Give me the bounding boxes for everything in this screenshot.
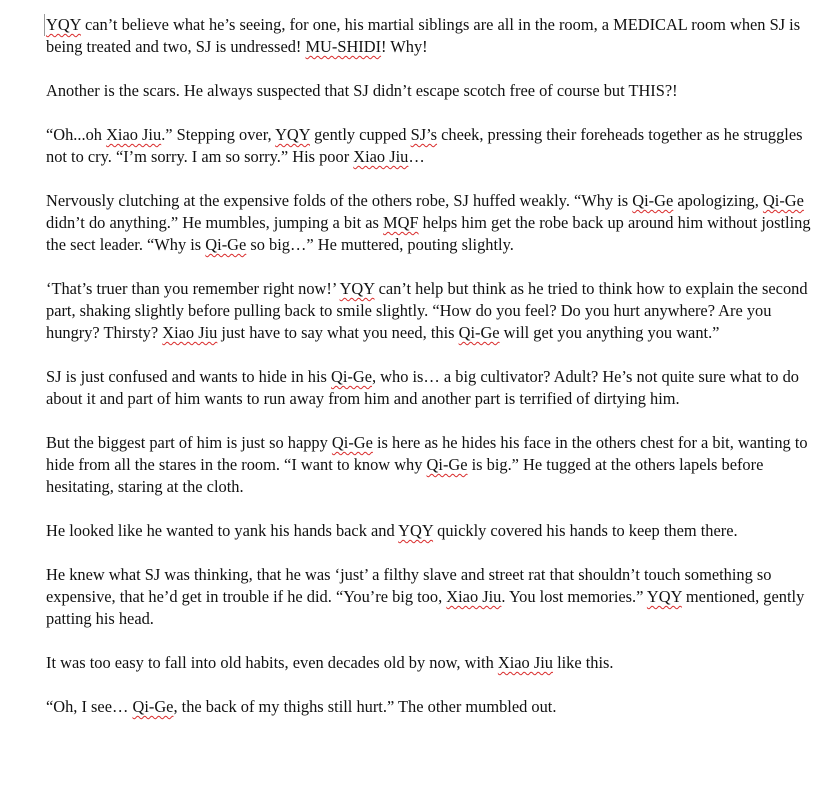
- text-run: Another is the scars. He always suspected that SJ didn’t escape scotch free of course but THIS?!: [46, 81, 678, 100]
- paragraph: [46, 190, 818, 256]
- paragraph: [46, 520, 818, 542]
- spellcheck-flagged-word: Xiao Jiu: [497, 653, 553, 672]
- text-run: mentioned, gently patting his head.: [46, 587, 805, 628]
- text-run: It was too easy to fall into old habits, even decades old by now, with: [46, 653, 498, 672]
- spellcheck-flagged-word: Qi-Ge: [132, 697, 174, 716]
- margin-guide: [44, 14, 45, 36]
- text-run: helps him get the robe back up around him without jostling the sect leader. “Why is: [46, 213, 811, 254]
- text-run: ! Why!: [381, 37, 428, 56]
- spellcheck-flagged-word: Xiao Jiu: [162, 323, 218, 342]
- spellcheck-flagged-word: Qi-Ge: [331, 367, 372, 386]
- text-run: just have to say what you need, this: [217, 323, 459, 342]
- text-run: apologizing,: [673, 191, 763, 210]
- spellcheck-flagged-word: YQY: [646, 587, 682, 606]
- document-body[interactable]: [46, 14, 818, 740]
- text-run: …: [408, 147, 425, 166]
- paragraph: [46, 366, 818, 410]
- text-run: didn’t do anything.” He mumbles, jumping a bit as: [46, 213, 384, 232]
- text-run: is here as he hides his face in the others chest for a bit, wanting to hide from all the stares in the room. “I want to know why: [46, 433, 808, 474]
- text-run: He knew what SJ was thinking, that he was ‘just’ a filthy slave and street rat that shouldn’t touch something so expensive, that he’d get in trouble if he did. “You’re big too,: [46, 565, 772, 606]
- paragraph: [46, 652, 818, 674]
- paragraph: [46, 80, 818, 102]
- spellcheck-flagged-word: Qi-Ge: [205, 235, 247, 254]
- paragraph: [46, 696, 818, 718]
- text-run: “Oh, I see…: [46, 697, 133, 716]
- text-run: . You lost memories.”: [501, 587, 647, 606]
- spellcheck-flagged-word: YQY: [275, 125, 310, 144]
- text-run: quickly covered his hands to keep them there.: [433, 521, 738, 540]
- spellcheck-flagged-word: Qi-Ge: [458, 323, 500, 342]
- paragraph: [46, 14, 818, 58]
- spellcheck-flagged-word: Qi-Ge: [331, 433, 373, 452]
- paragraph: [46, 564, 818, 630]
- text-run: can’t believe what he’s seeing, for one, his martial siblings are all in the room, a MEDICAL room when SJ is being treated and two, SJ is undressed!: [46, 15, 801, 56]
- spellcheck-flagged-word: Qi-Ge: [426, 455, 468, 474]
- spellcheck-flagged-word: MU-SHIDI: [305, 37, 382, 56]
- text-run: is big.” He tugged at the others lapels before hesitating, staring at the cloth.: [46, 455, 764, 496]
- text-run: cheek, pressing their foreheads together as he struggles not to cry. “I’m sorry. I am so sorry.” His poor: [46, 125, 803, 166]
- spellcheck-flagged-word: YQY: [46, 15, 81, 34]
- text-run: so big…” He muttered, pouting slightly.: [246, 235, 514, 254]
- text-run: ‘That’s truer than you remember right now!’: [46, 279, 340, 298]
- text-run: .” Stepping over,: [161, 125, 276, 144]
- text-run: , who is… a big cultivator? Adult? He’s not quite sure what to do about it and part of him wants to run away from him and another part is terrified of dirtying him.: [46, 367, 799, 408]
- text-run: He looked like he wanted to yank his hands back and: [46, 521, 399, 540]
- spellcheck-flagged-word: Xiao Jiu: [446, 587, 502, 606]
- spellcheck-flagged-word: SJ’s: [410, 125, 438, 144]
- spellcheck-flagged-word: Xiao Jiu: [353, 147, 409, 166]
- spellcheck-flagged-word: Qi-Ge: [632, 191, 674, 210]
- text-run: Nervously clutching at the expensive folds of the others robe, SJ huffed weakly. “Why is: [46, 191, 633, 210]
- text-run: will get you anything you want.”: [499, 323, 720, 342]
- text-run: SJ is just confused and wants to hide in his: [46, 367, 332, 386]
- spellcheck-flagged-word: Xiao Jiu: [106, 125, 162, 144]
- spellcheck-flagged-word: Qi-Ge: [762, 191, 804, 210]
- paragraph: [46, 432, 818, 498]
- paragraph: [46, 278, 818, 344]
- spellcheck-flagged-word: MQF: [383, 213, 419, 232]
- text-run: “Oh...oh: [46, 125, 107, 144]
- paragraph: [46, 124, 818, 168]
- text-run: can’t help but think as he tried to think how to explain the second part, shaking slightly before pulling back to smile slightly. “How do you feel? Do you hurt anywhere? Are you hungry? Thirsty?: [46, 279, 808, 342]
- text-run: But the biggest part of him is just so happy: [46, 433, 332, 452]
- spellcheck-flagged-word: YQY: [339, 279, 375, 298]
- text-run: , the back of my thighs still hurt.” The other mumbled out.: [173, 697, 557, 716]
- spellcheck-flagged-word: YQY: [398, 521, 434, 540]
- text-run: like this.: [552, 653, 614, 672]
- text-run: gently cupped: [310, 125, 411, 144]
